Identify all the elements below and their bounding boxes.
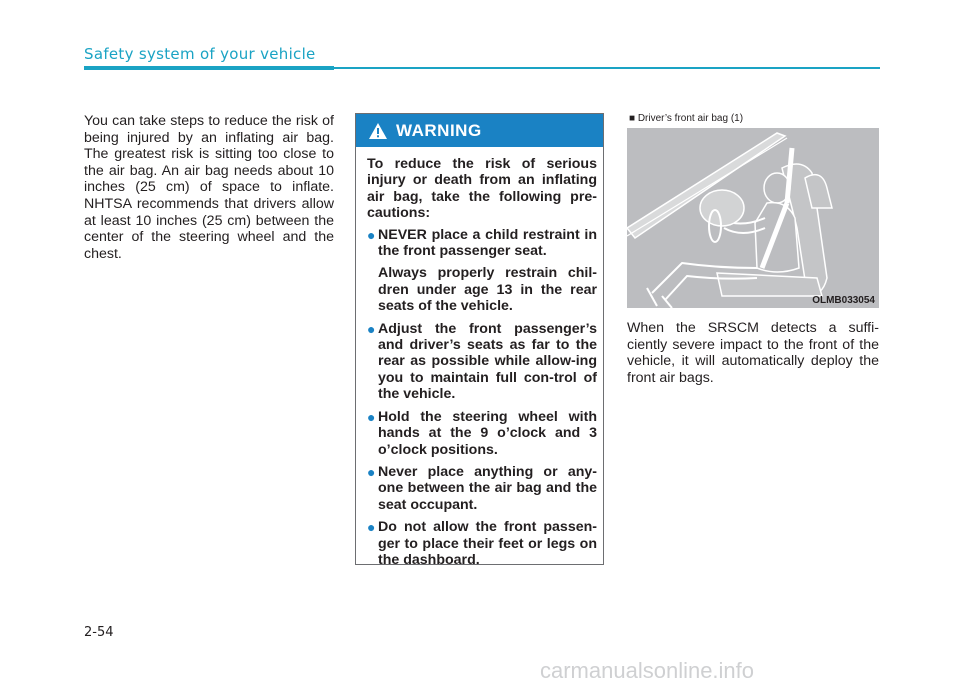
warning-intro: To reduce the risk of serious injury or death from an inflating air bag, take the following pre-cautions:: [367, 156, 597, 222]
warning-item: [367, 464, 597, 513]
warning-item-text: Do not allow the front passen-ger to place their feet or legs on the dashboard.: [378, 519, 597, 568]
warning-item: [367, 409, 597, 458]
warning-item-text: NEVER place a child restraint in the front passenger seat.: [378, 226, 597, 260]
figure-caption: ■ Driver’s front air bag (1): [629, 113, 744, 124]
bullet-icon: ●: [367, 463, 376, 480]
section-header-title: Safety system of your vehicle: [84, 45, 316, 63]
warning-body: [356, 147, 603, 568]
warning-item: [367, 321, 597, 403]
page-number: 2-54: [84, 625, 114, 640]
bullet-icon: ●: [367, 519, 376, 536]
bullet-icon: ●: [367, 408, 376, 425]
driver-airbag-drawing: [627, 128, 879, 308]
warning-item: [367, 519, 597, 568]
airbag-illustration: [627, 128, 879, 308]
left-column-paragraph: You can take steps to reduce the risk of being injured by an inflating air bag. The greatest risk is sitting too close to the air bag. An air bag needs about 10 inches (25 cm) of space to inflate. NHTSA recommends that drivers allow at least 10 inches (25 cm) between the center of the steering wheel and the chest.: [84, 113, 334, 262]
warning-list: [367, 227, 597, 569]
warning-item-text: Adjust the front passenger’s and driver’s seats as far to the rear as possible while allow-ing you to maintain full con-trol of the vehicle.: [378, 320, 597, 403]
warning-item: [367, 227, 597, 315]
watermark: carmanualsonline.info: [540, 658, 755, 683]
warning-triangle-icon: [368, 122, 388, 140]
warning-title: WARNING: [396, 120, 482, 140]
bullet-icon: ●: [367, 320, 376, 337]
header-rule-thin: [334, 67, 880, 69]
warning-box: [355, 113, 604, 568]
warning-item-text: Never place anything or any-one between the air bag and the seat occupant.: [378, 463, 597, 513]
warning-item-text: Hold the steering wheel with hands at the 9 o’clock and 3 o’clock positions.: [378, 408, 597, 458]
right-column-paragraph: When the SRSCM detects a suffi-ciently severe impact to the front of the vehicle, it will automatically deploy the front air bags.: [627, 320, 879, 386]
warning-item-subtext: Always properly restrain chil-dren under age 13 in the rear seats of the vehicle.: [378, 265, 597, 315]
header-rule-thick: [84, 66, 334, 70]
figure-code: OLMB033054: [812, 295, 875, 306]
bullet-icon: ●: [367, 226, 376, 243]
warning-header: [356, 114, 603, 147]
